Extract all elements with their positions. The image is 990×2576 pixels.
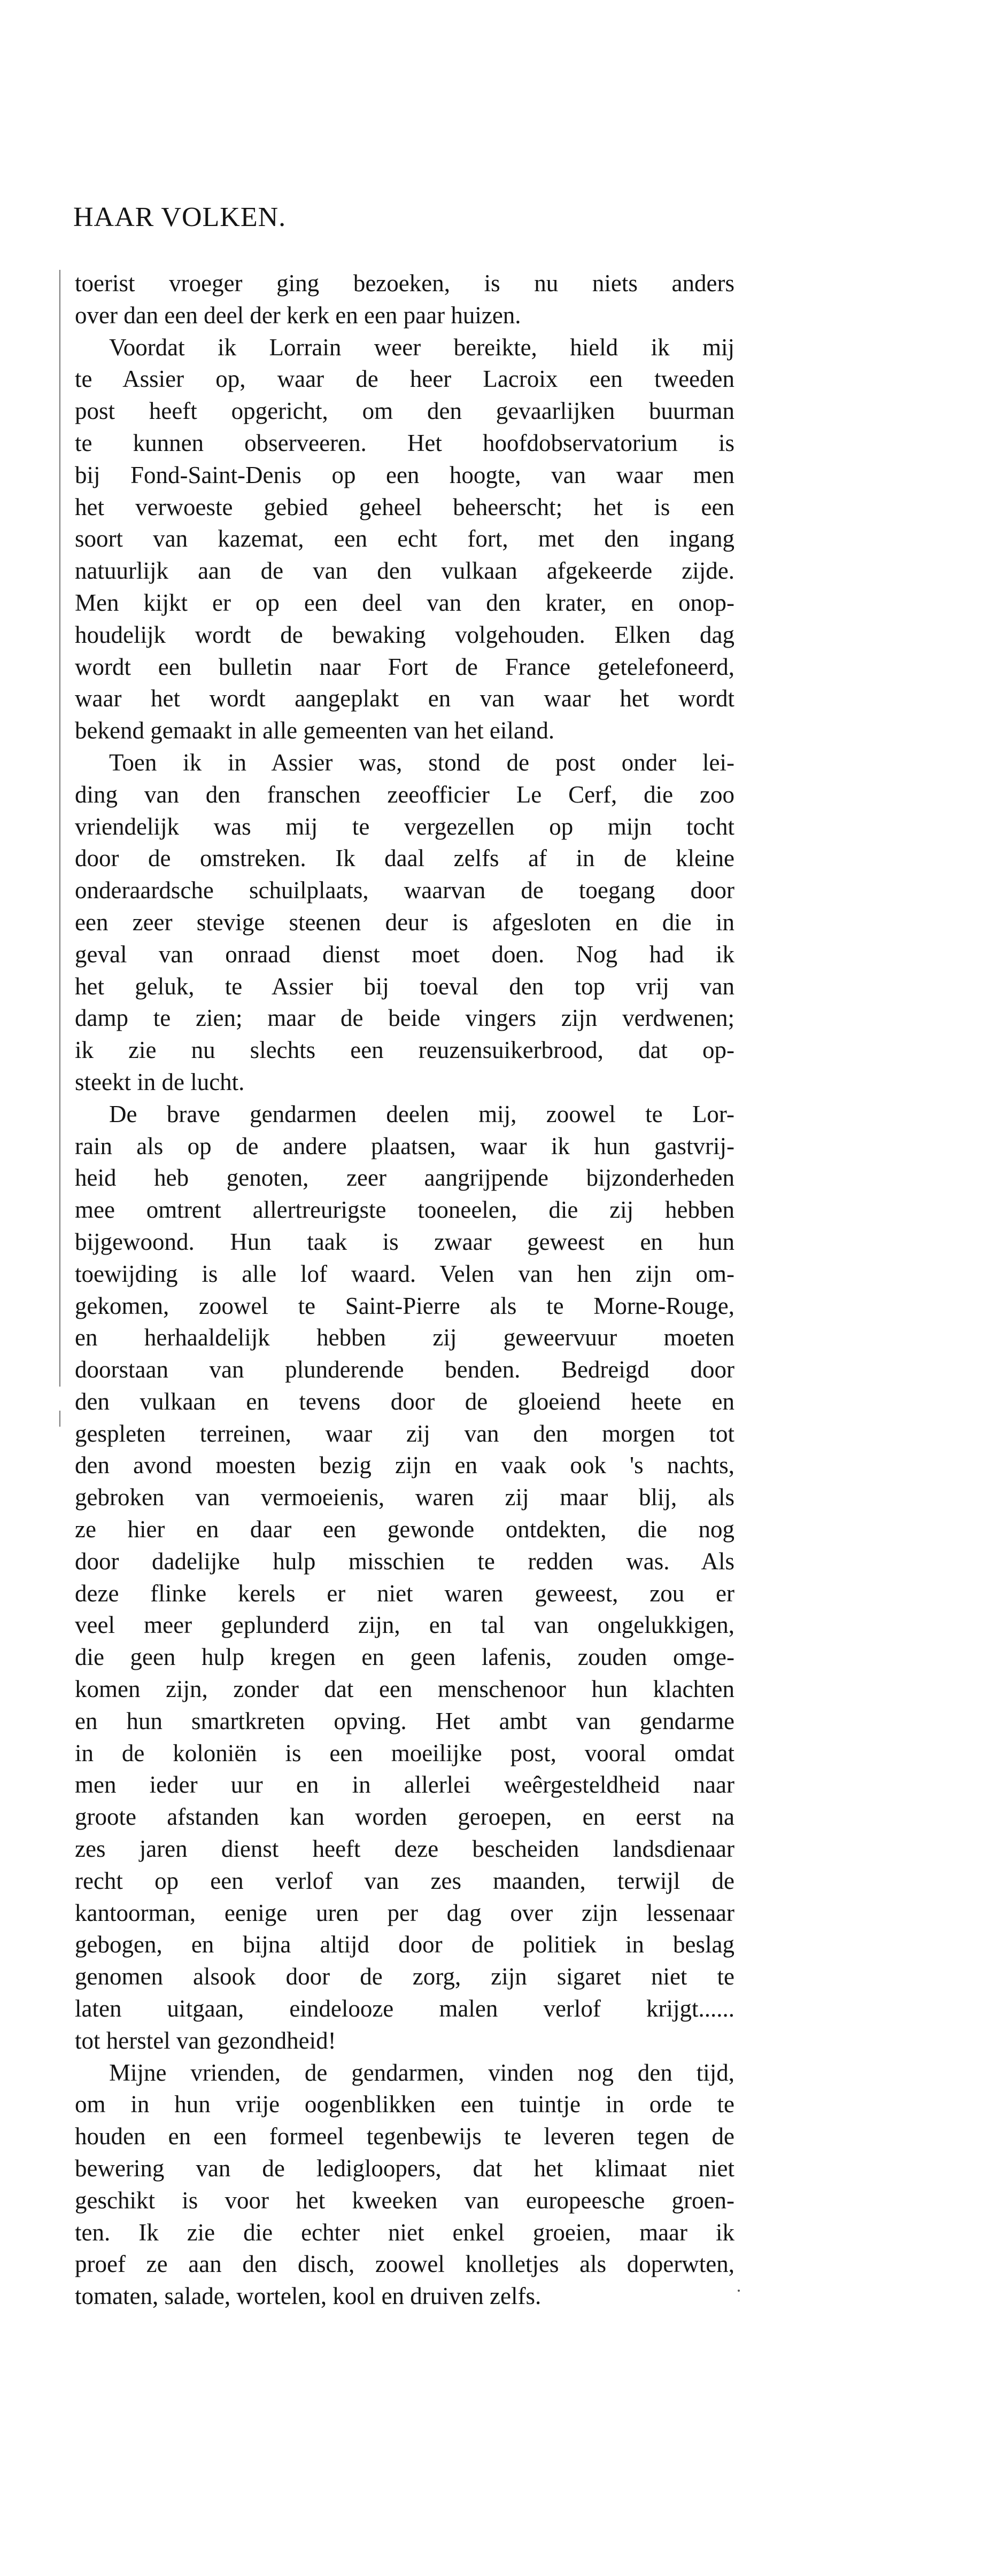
text-line: ding van den franschen zeeofficier Le Cerf, die zoo: [75, 781, 734, 808]
text-line: vriendelijk was mij te vergezellen op mijn tocht: [75, 813, 734, 840]
text-line: in de koloniën is een moeilijke post, vooral omdat: [75, 1739, 734, 1766]
text-line: mee omtrent allertreurigste tooneelen, die zij hebben: [75, 1196, 734, 1224]
text-line: wordt een bulletin naar Fort de France getelefoneerd,: [75, 653, 734, 680]
text-line: men ieder uur en in allerlei weêrgesteldheid naar: [75, 1771, 734, 1799]
text-line: geval van onraad dienst moet doen. Nog had ik: [75, 940, 734, 968]
text-line: tot herstel van gezondheid!: [75, 2027, 336, 2054]
text-line: te Assier op, waar de heer Lacroix een tweeden: [75, 365, 734, 393]
margin-rule-fragment: [59, 1411, 60, 1427]
text-line: ik zie nu slechts een reuzensuikerbrood, dat op-: [75, 1037, 734, 1064]
text-line: door dadelijke hulp misschien te redden was. Als: [75, 1547, 734, 1575]
text-line: rain als op de andere plaatsen, waar ik hun gastvrij-: [75, 1132, 734, 1159]
text-line: kantoorman, eenige uren per dag over zijn lessenaar: [75, 1899, 734, 1926]
text-line: genomen alsook door de zorg, zijn sigaret niet te: [75, 1963, 734, 1990]
text-line: te kunnen observeeren. Het hoofdobservatorium is: [75, 429, 734, 456]
text-line: bekend gemaakt in alle gemeenten van het eiland.: [75, 717, 555, 744]
text-line: ze hier en daar een gewonde ontdekten, die nog: [75, 1516, 734, 1543]
text-line: geschikt is voor het kweeken van europeesche groen-: [75, 2186, 734, 2214]
text-line: die geen hulp kregen en geen lafenis, zouden omge-: [75, 1644, 734, 1671]
text-line: om in hun vrije oogenblikken een tuintje in orde te: [75, 2091, 734, 2118]
margin-rule: [59, 270, 60, 1387]
text-line: het verwoeste gebied geheel beheerscht; het is een: [75, 493, 734, 520]
text-line: groote afstanden kan worden geroepen, en eerst na: [75, 1803, 734, 1831]
text-line: ten. Ik zie die echter niet enkel groeien, maar ik: [75, 2219, 734, 2246]
text-column: [75, 268, 734, 2313]
text-line: onderaardsche schuilplaats, waarvan de toegang door: [75, 877, 734, 904]
text-line: over dan een deel der kerk en een paar huizen.: [75, 301, 521, 329]
text-line: zes jaren dienst heeft deze bescheiden landsdienaar: [75, 1835, 734, 1863]
text-line: damp te zien; maar de beide vingers zijn verdwenen;: [75, 1005, 734, 1032]
text-line: doorstaan van plunderende benden. Bedreigd door: [75, 1356, 734, 1383]
text-line: tomaten, salade, wortelen, kool en druiven zelfs.: [75, 2283, 542, 2310]
text-line: proef ze aan den disch, zoowel knolletjes als doperwten,: [75, 2251, 734, 2278]
text-line: komen zijn, zonder dat een menschenoor hun klachten: [75, 1676, 734, 1703]
text-line: soort van kazemat, een echt fort, met den ingang: [75, 525, 734, 552]
text-line: veel meer geplunderd zijn, en tal van ongelukkigen,: [75, 1612, 734, 1639]
text-line: deze flinke kerels er niet waren geweest, zou er: [75, 1579, 734, 1607]
text-line: houdelijk wordt de bewaking volgehouden. Elken dag: [75, 621, 734, 648]
text-line: gespleten terreinen, waar zij van den morgen tot: [75, 1420, 734, 1447]
text-line: laten uitgaan, eindelooze malen verlof krijgt......: [75, 1995, 734, 2022]
text-line: een zeer stevige steenen deur is afgesloten en die in: [75, 908, 734, 936]
text-line: en hun smartkreten opving. Het ambt van gendarme: [75, 1707, 734, 1734]
paragraph-first-line: Voordat ik Lorrain weer bereikte, hield ik mij: [109, 333, 734, 361]
running-head-title: HAAR VOLKEN.: [73, 202, 287, 232]
text-line: gebogen, en bijna altijd door de politiek in beslag: [75, 1931, 734, 1958]
text-line: recht op een verlof van zes maanden, terwijl de: [75, 1867, 734, 1894]
text-line: bijgewoond. Hun taak is zwaar geweest en hun: [75, 1228, 734, 1255]
text-line: heid heb genoten, zeer aangrijpende bijzonderheden: [75, 1164, 734, 1192]
text-line: natuurlijk aan de van den vulkaan afgekeerde zijde.: [75, 557, 734, 585]
text-line: bewering van de ledigloopers, dat het klimaat niet: [75, 2155, 734, 2182]
text-line: den avond moesten bezig zijn en vaak ook 's nachts,: [75, 1452, 734, 1479]
text-line: toewijding is alle lof waard. Velen van hen zijn om-: [75, 1260, 734, 1287]
text-line: den vulkaan en tevens door de gloeiend heete en: [75, 1388, 734, 1415]
paragraph-first-line: Toen ik in Assier was, stond de post onder lei-: [109, 749, 734, 776]
text-line: gekomen, zoowel te Saint-Pierre als te Morne-Rouge,: [75, 1292, 734, 1319]
text-line: toerist vroeger ging bezoeken, is nu niets anders: [75, 270, 734, 297]
text-line: door de omstreken. Ik daal zelfs af in de kleine: [75, 845, 734, 872]
text-line: het geluk, te Assier bij toeval den top vrij van: [75, 972, 734, 1000]
text-line: Men kijkt er op een deel van den krater, en onop-: [75, 589, 734, 616]
text-line: houden en een formeel tegenbewijs te leveren tegen de: [75, 2123, 734, 2150]
print-speck: [738, 2290, 740, 2292]
text-line: en herhaaldelijk hebben zij geweervuur moeten: [75, 1324, 734, 1351]
text-line: waar het wordt aangeplakt en van waar het wordt: [75, 685, 734, 712]
text-line: gebroken van vermoeienis, waren zij maar blij, als: [75, 1484, 734, 1511]
text-line: post heeft opgericht, om den gevaarlijken buurman: [75, 398, 734, 425]
text-line: steekt in de lucht.: [75, 1068, 245, 1095]
text-line: bij Fond-Saint-Denis op een hoogte, van waar men: [75, 461, 734, 488]
paragraph-first-line: De brave gendarmen deelen mij, zoowel te Lor-: [109, 1100, 734, 1127]
paragraph-first-line: Mijne vrienden, de gendarmen, vinden nog den tijd,: [109, 2059, 734, 2086]
